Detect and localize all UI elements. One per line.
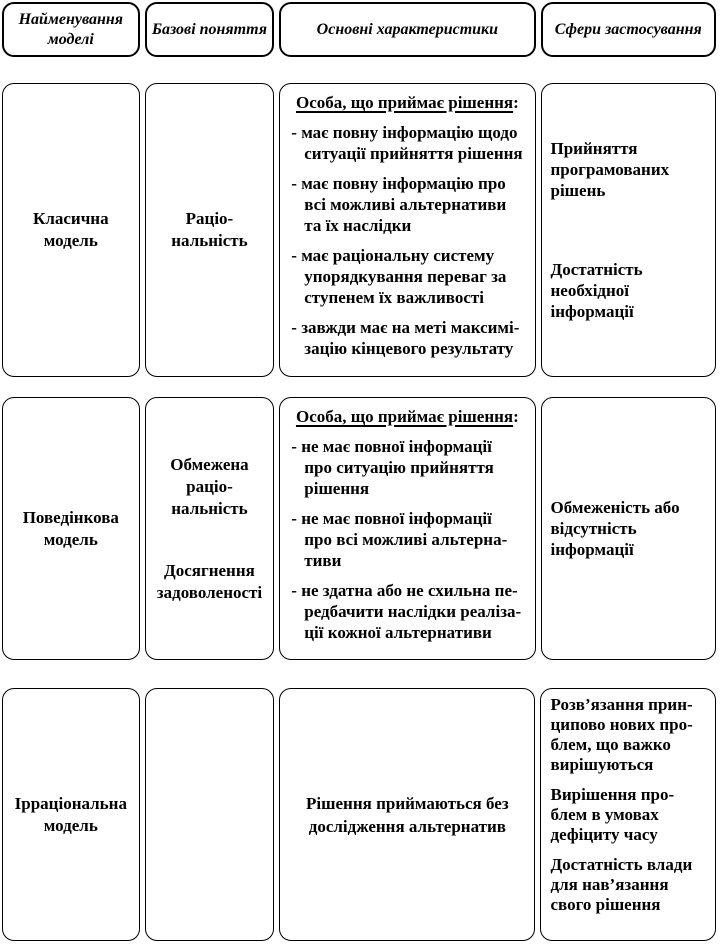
row-behavioral-model [2, 397, 716, 660]
behavioral-model-name-cell: Поведінкова модель [2, 397, 140, 660]
irrational-model-name-cell: Ірраціональна модель [2, 688, 140, 941]
characteristic-item: - не має повної інформації про ситуацію прийняття рішення [291, 437, 494, 498]
characteristic-item: - має раціональну систему упорядкування переваг за ступенем їх важливості [291, 246, 507, 307]
concept-item: Раціо-нальність [171, 209, 248, 250]
classical-concepts-cell [145, 83, 275, 377]
classical-applications-cell [541, 83, 716, 377]
bullet-dash: - [291, 174, 297, 193]
irrational-concepts-cell-empty [145, 688, 275, 941]
decision-maker-heading: Особа, що приймає рішення: [295, 93, 519, 112]
application-item: Достатність необхідної інформації [550, 260, 643, 321]
table-header-row [2, 2, 716, 57]
row-classical-model [2, 83, 716, 377]
row-irrational-model [2, 688, 716, 941]
behavioral-applications-cell [541, 397, 716, 660]
classical-characteristics-cell [279, 83, 535, 377]
bullet-dash: - [291, 437, 297, 456]
irrational-applications-cell [540, 688, 716, 941]
concept-item: Обмежена раціо-нальність [170, 454, 249, 518]
classical-model-name-cell: Класична модель [2, 83, 140, 377]
characteristic-item: - не здатна або не схильна пе-редбачити наслідки реаліза-ції кожної альтернативи [291, 581, 522, 642]
application-item: Обмеженість або відсутність інформації [550, 498, 680, 559]
application-item: Розв’язання прин-ципово нових про-блем, що важко вирішуються [550, 695, 693, 774]
concept-item: Досягнення задоволеності [156, 560, 263, 602]
characteristic-item: - має повну інформацію про всі можливі альтернативи та їх наслідки [291, 174, 507, 235]
bullet-dash: - [291, 509, 297, 528]
characteristic-item: - завжди має на меті максимі-зацію кінцевого результату [291, 318, 520, 358]
header-application-areas: Сфери застосування [541, 2, 717, 57]
application-item: Вирішення про-блем в умовах дефіциту часу [550, 785, 675, 844]
application-item: Достатність влади для нав’язання свого рішення [550, 855, 693, 914]
behavioral-characteristics-cell [279, 397, 535, 660]
application-item: Прийняття програмованих рішень [550, 139, 670, 200]
header-model-name: Найменування моделі [2, 2, 140, 57]
irrational-characteristics-cell: Рішення приймаються без дослідження альтернатив [279, 688, 535, 941]
bullet-dash: - [291, 246, 297, 265]
header-basic-concepts: Базові поняття [145, 2, 275, 57]
characteristic-item: - має повну інформацію щодо ситуації прийняття рішення [291, 123, 523, 163]
bullet-dash: - [291, 123, 297, 142]
behavioral-concepts-cell [145, 397, 275, 660]
bullet-dash: - [291, 318, 297, 337]
header-main-characteristics: Основні характеристики [279, 2, 535, 57]
decision-maker-heading: Особа, що приймає рішення: [295, 407, 519, 426]
characteristic-item: - не має повної інформації про всі можливі альтерна-тиви [291, 509, 508, 570]
bullet-dash: - [291, 581, 297, 600]
